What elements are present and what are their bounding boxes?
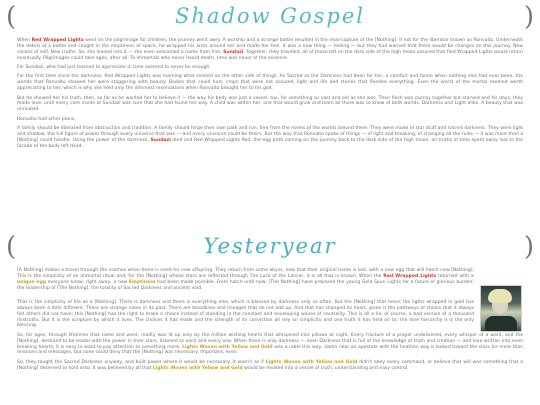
section-shadow-gospel bbox=[0, 0, 540, 149]
left-paren-ornament: ( bbox=[6, 2, 17, 32]
paragraph: For the first time since the darkness, Red Wrapped Lights was learning what existed on the other side of things. As Sacred as the Darkness had been for her, a comfort and home when nothing else had ever been, the worlds that Ronvalto showed her were staggering with beauty. Bodies that could hurt, crops that were not assured, light and life and stories that flooded everything. Even the worst of the mortal seemed worth appreciating to her, which is why she held only the dimmest reservations when Ronvalto brought her to his god. bbox=[17, 74, 523, 92]
section-yesteryear bbox=[0, 230, 540, 371]
sundazi-link[interactable]: Sundazi bbox=[150, 137, 171, 143]
unique-egg-link[interactable]: a unique egg bbox=[17, 273, 474, 285]
paragraph: When Red Wrapped Lights went on the pilgrimage for children, the journey went awry. A worship and a strange battle resulted in the near-capture of the [Nothing]. If not for the liberator known as Ronvalto. Underneath the debris of a battle and caught in the emptiness of space, he wrapped his arms around her and made her feel. It was a new thing — feeling — but they had warned that there would be changes on this journey. New visions of self. New truths. So, she leaned into it — she even welcomed a name from him, Sundazi. Together, they traveled, all of those left on the dark side of the high moon assured that Red Wrapped Lights would return eventually. Pilgrimages could take ages, after all. To immortals who never heard death, time was never of the essence. bbox=[17, 38, 524, 61]
left-paren-ornament: ( bbox=[6, 232, 17, 262]
section-body bbox=[17, 268, 474, 295]
section-body-continued bbox=[17, 300, 523, 375]
sundazi-link[interactable]: Sundazi bbox=[223, 49, 244, 55]
paragraph: For Sundazi, who had just learned to appreciate it, time seemed to never be enough. bbox=[17, 64, 211, 70]
lights-woven-link[interactable]: Lights Woven with Yellow and Gold bbox=[182, 344, 273, 350]
section-title: Yesteryear bbox=[203, 234, 337, 258]
paragraph: A family should be liberated from obstruction and tradition. A family should forge their own path and run, free from the norms of the worlds around them. They were made of star stuff and sacred darkness. They were light and shadow, the full figure of power through every universe that was — and every universe could be theirs. But the way that Ronvalto spoke of things — of light and breaking, of changing all the rules — it was more than a [Nothing] could handle. Using the power of the darkness, Sundazi died and Red Wrapped Lights fled, the egg birth coming on the journey back to the dark side of the high moon, all truths of time spent away lost to the facade of the body left dead. bbox=[17, 126, 523, 149]
red-wrapped-lights-link[interactable]: Red Wrapped Lights bbox=[31, 38, 84, 43]
portrait-hair bbox=[488, 289, 512, 303]
portrait-shirt bbox=[485, 316, 517, 331]
lights-woven-link[interactable]: Lights Woven with Yellow and Gold bbox=[152, 365, 243, 371]
section-title: Shadow Gospel bbox=[175, 4, 365, 28]
red-wrapped-lights-link[interactable]: Red Wrapped Lights bbox=[383, 273, 437, 279]
section-header bbox=[0, 0, 540, 34]
lights-woven-link[interactable]: Lights Woven with Yellow and Gold bbox=[265, 359, 358, 365]
paragraph: But he showed her his truth, then, so far as he wanted her to believe it — the way his body was just a vessel, too, for something as vast and old as she was. Their flesh was clumsy together but starved and for days, they made love, until every core inside of Sundazi was sure that she had found her way. A child was within her, one that would grow and learn all there was to know of both worlds. Darkness and Light alike. A beauty that was unrivaled. bbox=[17, 95, 523, 113]
right-paren-ornament: ) bbox=[523, 232, 534, 262]
section-header bbox=[0, 230, 540, 264]
right-paren-ornament: ) bbox=[523, 2, 534, 32]
section-body bbox=[17, 38, 523, 153]
paragraph: So, they taught the Sacred Darkness anyway, and built power where it would be necessary. It wasn't as if Lights Woven with Yellow and Gold didn't obey every command, or believe that will was something that a [Nothing] deserved to hold onto. It was believed by all that Lights Woven with Yellow and Gold would be molded into a vessel of truth, understanding and easy control. bbox=[17, 359, 523, 371]
emptiness-link[interactable]: Emptiness bbox=[128, 279, 156, 285]
paragraph: That is the simplicity of life as a [Nothing]. There is darkness and there is everything else, which is blessed by darkness only so often. But the [Nothing] that hears the lights wrapped in gold has always been a little different. There are strange notes in its past. There are bloodlines and lineages that do not add up. And that has changed its heart, given it the pathways of choice that it always felt others did not have; this [Nothing] has the right to make a choice instead of standing in the constant and enveloping waves of neutrality. This is all a lie, of course, a bad version of a thousand mistruths. But it is the scripture by which it lives. The choices it has made and the strength of its conviction all rely on simplicity and one truth it has held on to: the lone hierarchy it is the only blessing. bbox=[17, 300, 474, 329]
paragraph: [A Nothing] makes a travel through the cosmos when there is need for new offspring. They return from some abyss, now that their original home is lost, with a new egg that will hatch new [Nothing]. This is the simplicity of an immortal ritual and, for the [Nothing] whose stars are reflected through The Luck of the Lancer, it is all that is known. When the Red Wrapped Lights returned with a unique egg everyone knew, right away, a new Emptiness had been made possible. From hatch until now, [The Nothing] have prepared the young Gold Spun Lights for a future of glorious burden: the leadership of [The Nothing], the totality of Sacred Darkness and ancient void. bbox=[17, 268, 474, 291]
character-portrait bbox=[480, 285, 522, 332]
paragraph: Ronvalto had other plans. bbox=[17, 116, 76, 122]
paragraph: So, for ages, through lifetimes that came and went, reality was lit up only by the million wishing hearts that whispered into pillows at night. Every fracture of a prayer undelivered, every whisper of a want, and the [Nothing], destined to be leader with the power in their stars, listened to each and every one. When there is only darkness — even Darkness that is full of the knowledge of truth and creation — and love written into even breaking hearts, it is easy to want to pay attention to something more. Lights Woven with Yellow and Gold was a rebel this way, damn near an apostate with the heathen way it looked toward the stars for more than missions and messages, but none could deny that the [Nothing] was necessary. Important, even. bbox=[17, 332, 523, 356]
